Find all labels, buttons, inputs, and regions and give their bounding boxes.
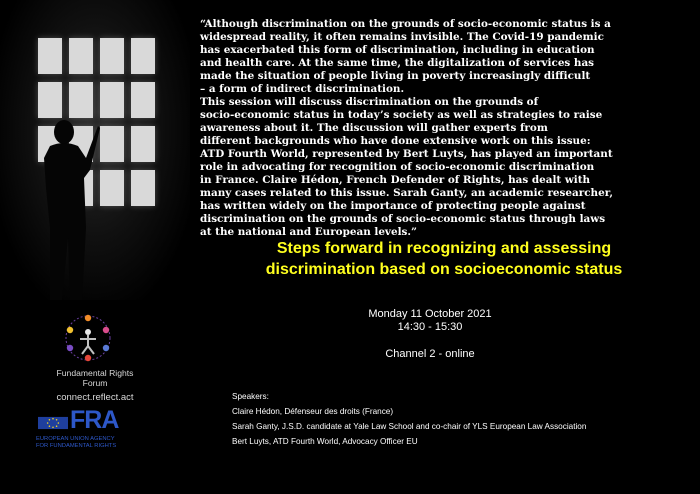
fra-subtitle-line-2: FOR FUNDAMENTAL RIGHTS [36, 443, 117, 449]
session-description-quote [200, 18, 680, 239]
person-silhouette-icon [40, 118, 100, 300]
quote-line: “Although discrimination on the grounds of socio-economic status is a [200, 18, 611, 30]
quote-line: has written widely on the importance of protecting people against [200, 200, 586, 212]
fra-logo-text: FRA [70, 406, 119, 434]
speakers-label: Speakers: [232, 392, 269, 401]
quote-line: made the situation of people living in poverty increasingly difficult [200, 70, 591, 82]
speaker-item: Bert Luyts, ATD Fourth World, Advocacy Officer EU [232, 437, 418, 446]
quote-line: at the national and European levels.” [200, 226, 417, 238]
session-title-line-1: Steps forward in recognizing and assessing [276, 240, 612, 257]
forum-name-line-2: Forum [82, 378, 108, 388]
fundamental-rights-forum-logo-icon [62, 312, 114, 364]
session-time: 14:30 - 15:30 [397, 321, 463, 333]
quote-line: ATD Fourth World, represented by Bert Luyts, has played an important [200, 148, 613, 160]
quote-line: This session will discuss discrimination on the grounds of [200, 96, 539, 108]
forum-tagline: connect.reflect.act [56, 392, 134, 403]
quote-line: widespread reality, it often remains invisible. The Covid-19 pandemic [200, 31, 604, 43]
speaker-item: Claire Hédon, Défenseur des droits (France) [232, 407, 394, 416]
quote-line: in France. Claire Hédon, French Defender of Rights, has dealt with [200, 174, 591, 186]
speakers-list [232, 389, 586, 449]
forum-name-line-1: Fundamental Rights [56, 368, 134, 378]
fra-subtitle-line-1: EUROPEAN UNION AGENCY [36, 436, 115, 442]
session-date: Monday 11 October 2021 [368, 308, 492, 320]
quote-line: socio-economic status in today’s society as well as strategies to raise [200, 109, 603, 121]
quote-line: role in advocating for recognition of socio-economic discrimination [200, 161, 595, 173]
fra-subtitle [36, 436, 136, 450]
window-silhouette-photo [0, 0, 190, 300]
quote-line: discrimination on the grounds of socio-economic status through laws [200, 213, 606, 225]
session-channel: Channel 2 - online [385, 348, 475, 360]
session-title [204, 238, 684, 280]
forum-name [40, 368, 150, 388]
quote-line: awareness about it. The discussion will gather experts from [200, 122, 548, 134]
session-datetime [350, 308, 510, 334]
eu-flag-icon [38, 412, 68, 434]
quote-line: has exacerbated this form of discrimination, including in education [200, 44, 595, 56]
session-title-line-2: discrimination based on socioeconomic status [265, 261, 623, 278]
quote-line: and health care. At the same time, the digitalization of services has [200, 57, 595, 69]
quote-line: – a form of indirect discrimination. [200, 83, 405, 95]
quote-line: many cases related to this issue. Sarah Ganty, an academic researcher, [200, 187, 614, 199]
quote-line: different backgrounds who have done extensive work on this issue: [200, 135, 591, 147]
speaker-item: Sarah Ganty, J.S.D. candidate at Yale Law School and co-chair of YLS European Law Association [232, 422, 587, 431]
